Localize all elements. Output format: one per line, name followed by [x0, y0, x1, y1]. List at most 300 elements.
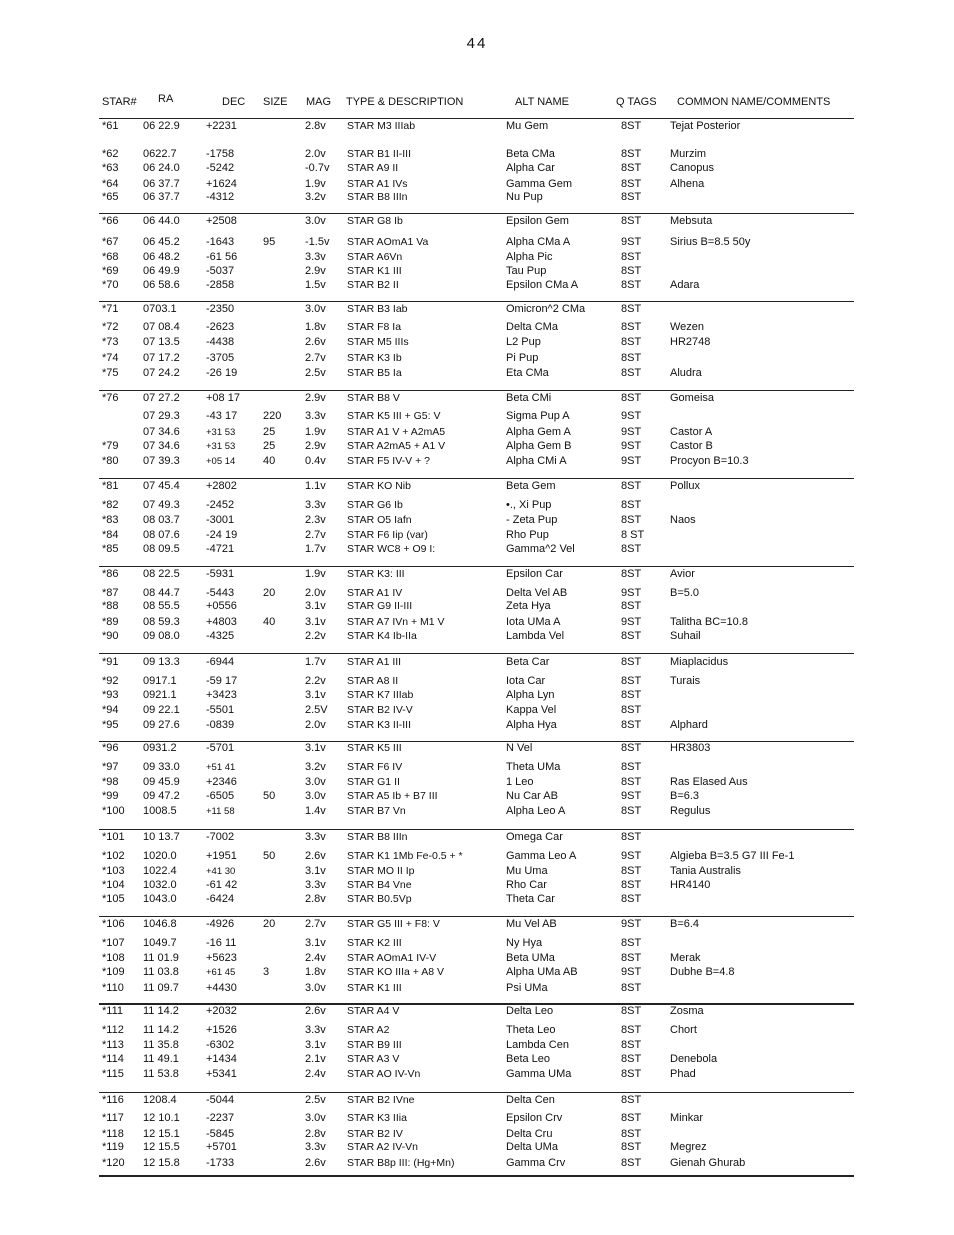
declination-cell: -4926 [206, 918, 235, 930]
table-row [0, 918, 954, 931]
table-row [0, 426, 954, 439]
common-name-cell: HR4140 [670, 879, 711, 891]
table-row [0, 279, 954, 292]
declination-cell: -2237 [206, 1112, 235, 1124]
table-row [0, 600, 954, 613]
section-divider [99, 566, 854, 567]
type-description-cell: STAR K7 IIIab [347, 689, 414, 701]
declination-cell: -6944 [206, 656, 235, 668]
right-ascension-cell: 09 33.0 [143, 761, 180, 773]
magnitude-cell: 3.1v [305, 865, 326, 877]
size-cell: 220 [263, 410, 282, 422]
table-row [0, 178, 954, 191]
star-number-cell: *87 [102, 587, 119, 599]
type-description-cell: STAR K2 III [347, 937, 402, 949]
star-number-cell: *99 [102, 790, 119, 802]
star-number-cell: *103 [102, 865, 125, 877]
type-description-cell: STAR K3: III [347, 568, 405, 580]
magnitude-cell: 2.3v [305, 514, 326, 526]
q-tags-cell: 8ST [621, 1068, 642, 1080]
right-ascension-cell: 12 15.1 [143, 1128, 180, 1140]
magnitude-cell: 2.6v [305, 850, 326, 862]
alt-name-cell: Zeta Hya [506, 600, 551, 612]
size-cell: 3 [263, 966, 270, 978]
alt-name-cell: Nu Car AB [506, 790, 558, 802]
declination-cell: -5242 [206, 162, 235, 174]
right-ascension-cell: 07 39.3 [143, 455, 180, 467]
common-name-cell: Castor A [670, 426, 713, 438]
declination-cell: +5623 [206, 952, 237, 964]
q-tags-cell: 8ST [621, 742, 642, 754]
star-number-cell: *109 [102, 966, 125, 978]
common-name-cell: Megrez [670, 1141, 707, 1153]
declination-cell: +3423 [206, 689, 237, 701]
star-number-cell: *86 [102, 568, 119, 580]
table-row [0, 514, 954, 527]
section-divider [99, 301, 854, 302]
common-name-cell: Regulus [670, 805, 711, 817]
size-cell: 25 [263, 440, 276, 452]
common-name-cell: B=5.0 [670, 587, 700, 599]
magnitude-cell: 2.6v [305, 1005, 326, 1017]
declination-cell: +31 53 [206, 441, 236, 452]
star-number-cell: *107 [102, 937, 125, 949]
declination-cell: -2858 [206, 279, 235, 291]
section-divider [99, 1092, 854, 1093]
alt-name-cell: 1 Leo [506, 776, 534, 788]
magnitude-cell: 1.9v [305, 568, 326, 580]
star-number-cell: *63 [102, 162, 119, 174]
magnitude-cell: 3.0v [305, 982, 326, 994]
star-number-cell: *64 [102, 178, 119, 190]
declination-cell: +4430 [206, 982, 237, 994]
star-number-cell: *90 [102, 630, 119, 642]
alt-name-cell: Alpha Pic [506, 251, 553, 263]
table-row [0, 1141, 954, 1154]
magnitude-cell: 2.6v [305, 336, 326, 348]
alt-name-cell: Delta Vel AB [506, 587, 568, 599]
q-tags-cell: 8ST [621, 1157, 642, 1169]
declination-cell: +61 45 [206, 967, 236, 978]
table-row [0, 704, 954, 717]
q-tags-cell: 8ST [621, 392, 642, 404]
right-ascension-cell: 11 01.9 [143, 952, 179, 964]
type-description-cell: STAR B2 IVne [347, 1094, 415, 1106]
declination-cell: -2623 [206, 321, 235, 333]
magnitude-cell: 2.2v [305, 675, 326, 687]
q-tags-cell: 8ST [621, 689, 642, 701]
alt-name-cell: N Vel [506, 742, 533, 754]
type-description-cell: STAR B2 IV [347, 1128, 403, 1140]
type-description-cell: STAR F6 Iip (var) [347, 529, 428, 541]
section-divider [99, 653, 854, 654]
declination-cell: -5845 [206, 1128, 235, 1140]
right-ascension-cell: 12 10.1 [143, 1112, 180, 1124]
right-ascension-cell: 0917.1 [143, 675, 177, 687]
alt-name-cell: Lambda Cen [506, 1039, 569, 1051]
magnitude-cell: 2.4v [305, 952, 326, 964]
type-description-cell: STAR K3 IIia [347, 1112, 407, 1124]
magnitude-cell: 2.4v [305, 1068, 326, 1080]
right-ascension-cell: 07 17.2 [143, 352, 180, 364]
star-number-cell: *61 [102, 120, 119, 132]
magnitude-cell: 2.7v [305, 529, 326, 541]
table-row [0, 543, 954, 556]
alt-name-cell: Theta Car [506, 893, 555, 905]
alt-name-cell: Gamma Crv [506, 1157, 566, 1169]
header-ra: RA [158, 93, 174, 105]
alt-name-cell: Delta Cen [506, 1094, 555, 1106]
table-row [0, 1053, 954, 1066]
right-ascension-cell: 06 58.6 [143, 279, 180, 291]
table-header [0, 93, 954, 110]
q-tags-cell: 8ST [621, 1053, 642, 1065]
alt-name-cell: Alpha CMi A [506, 455, 567, 467]
header-mag: MAG [306, 96, 332, 108]
type-description-cell: STAR B8 V [347, 392, 400, 404]
type-description-cell: STAR G5 III + F8: V [347, 918, 440, 930]
type-description-cell: STAR B5 Ia [347, 367, 402, 379]
declination-cell: -6302 [206, 1039, 235, 1051]
right-ascension-cell: 06 45.2 [143, 236, 180, 248]
declination-cell: +41 30 [206, 866, 236, 877]
declination-cell: +31 53 [206, 427, 236, 438]
type-description-cell: STAR M3 IIIab [347, 120, 416, 132]
common-name-cell: Procyon B=10.3 [670, 455, 749, 467]
alt-name-cell: Beta Leo [506, 1053, 551, 1065]
table-row [0, 303, 954, 316]
table-row [0, 367, 954, 380]
magnitude-cell: 2.8v [305, 893, 326, 905]
type-description-cell: STAR K4 Ib-IIa [347, 630, 417, 642]
magnitude-cell: 3.0v [305, 776, 326, 788]
q-tags-cell: 8ST [621, 656, 642, 668]
magnitude-cell: 2.9v [305, 265, 326, 277]
magnitude-cell: 2.0v [305, 587, 326, 599]
alt-name-cell: Alpha Lyn [506, 689, 555, 701]
declination-cell: -4438 [206, 336, 235, 348]
star-number-cell: *94 [102, 704, 119, 716]
magnitude-cell: 3.1v [305, 742, 326, 754]
q-tags-cell: 9ST [621, 790, 642, 802]
magnitude-cell: 1.5v [305, 279, 326, 291]
page-number: 44 [466, 35, 488, 52]
right-ascension-cell: 0931.2 [143, 742, 177, 754]
right-ascension-cell: 08 07.6 [143, 529, 180, 541]
right-ascension-cell: 1046.8 [143, 918, 177, 930]
table-row [0, 499, 954, 512]
star-number-cell: *117 [102, 1112, 124, 1124]
alt-name-cell: Ny Hya [506, 937, 543, 949]
declination-cell: +0556 [206, 600, 237, 612]
alt-name-cell: Epsilon Gem [506, 215, 569, 227]
magnitude-cell: 3.0v [305, 303, 326, 315]
q-tags-cell: 8ST [621, 704, 642, 716]
type-description-cell: STAR K1 1Mb Fe-0.5 + * [347, 850, 463, 862]
table-row [0, 616, 954, 629]
q-tags-cell: 9ST [621, 236, 642, 248]
q-tags-cell: 8ST [621, 352, 642, 364]
declination-cell: +11 58 [206, 806, 235, 817]
q-tags-cell: 9ST [621, 850, 642, 862]
magnitude-cell: 3.3v [305, 1024, 326, 1036]
declination-cell: -1643 [206, 236, 235, 248]
alt-name-cell: Iota UMa A [506, 616, 561, 628]
type-description-cell: STAR A1 V + A2mA5 [347, 426, 446, 438]
right-ascension-cell: 09 08.0 [143, 630, 180, 642]
declination-cell: -5037 [206, 265, 235, 277]
type-description-cell: STAR A1 IV [347, 587, 403, 599]
magnitude-cell: 2.7v [305, 918, 326, 930]
star-number-cell: *92 [102, 675, 119, 687]
section-divider [99, 390, 854, 391]
right-ascension-cell: 09 13.3 [143, 656, 180, 668]
q-tags-cell: 8ST [621, 630, 642, 642]
star-number-cell: *114 [102, 1053, 124, 1065]
type-description-cell: STAR A7 IVn + M1 V [347, 616, 445, 628]
alt-name-cell: Beta Car [506, 656, 550, 668]
right-ascension-cell: 08 55.5 [143, 600, 180, 612]
common-name-cell: Algieba B=3.5 G7 III Fe-1 [670, 850, 795, 862]
type-description-cell: STAR K1 III [347, 265, 402, 277]
right-ascension-cell: 12 15.8 [143, 1157, 180, 1169]
common-name-cell: Wezen [670, 321, 705, 333]
q-tags-cell: 8ST [621, 162, 642, 174]
declination-cell: -43 17 [206, 410, 238, 422]
declination-cell: +5701 [206, 1141, 237, 1153]
table-row [0, 850, 954, 863]
right-ascension-cell: 08 59.3 [143, 616, 180, 628]
table-row [0, 805, 954, 818]
type-description-cell: STAR KO IIIa + A8 V [347, 966, 444, 978]
q-tags-cell: 8ST [621, 480, 642, 492]
q-tags-cell: 8ST [621, 805, 642, 817]
common-name-cell: HR3803 [670, 742, 711, 754]
right-ascension-cell: 10 13.7 [143, 831, 180, 843]
common-name-cell: Sirius B=8.5 50y [670, 236, 751, 248]
type-description-cell: STAR B2 II [347, 279, 399, 291]
right-ascension-cell: 1032.0 [143, 879, 177, 891]
type-description-cell: STAR F8 Ia [347, 321, 402, 333]
q-tags-cell: 8ST [621, 215, 642, 227]
table-row [0, 982, 954, 995]
table-row [0, 480, 954, 493]
q-tags-cell: 9ST [621, 410, 642, 422]
declination-cell: +08 17 [206, 392, 240, 404]
right-ascension-cell: 06 22.9 [143, 120, 180, 132]
right-ascension-cell: 06 24.0 [143, 162, 180, 174]
alt-name-cell: Rho Car [506, 879, 547, 891]
common-name-cell: B=6.4 [670, 918, 700, 930]
type-description-cell: STAR M5 IIIs [347, 336, 409, 348]
common-name-cell: Avior [670, 568, 695, 580]
magnitude-cell: 2.1v [305, 1053, 326, 1065]
declination-cell: -0839 [206, 719, 235, 731]
table-row [0, 1024, 954, 1037]
star-number-cell: *71 [102, 303, 119, 315]
common-name-cell: B=6.3 [670, 790, 700, 802]
declination-cell: -6505 [206, 790, 235, 802]
common-name-cell: Dubhe B=4.8 [670, 966, 735, 978]
alt-name-cell: Epsilon Crv [506, 1112, 563, 1124]
declination-cell: +1624 [206, 178, 237, 190]
common-name-cell: Merak [670, 952, 701, 964]
magnitude-cell: 2.5v [305, 367, 326, 379]
alt-name-cell: Sigma Pup A [506, 410, 570, 422]
alt-name-cell: Epsilon CMa A [506, 279, 579, 291]
magnitude-cell: 1.8v [305, 321, 326, 333]
header-common: COMMON NAME/COMMENTS [677, 96, 831, 108]
type-description-cell: STAR WC8 + O9 I: [347, 543, 436, 555]
magnitude-cell: 1.9v [305, 426, 326, 438]
star-number-cell: *118 [102, 1128, 124, 1140]
type-description-cell: STAR A2 IV-Vn [347, 1141, 419, 1153]
alt-name-cell: Beta UMa [506, 952, 555, 964]
type-description-cell: STAR G9 II-III [347, 600, 413, 612]
star-number-cell: *62 [102, 148, 119, 160]
alt-name-cell: Alpha CMa A [506, 236, 571, 248]
star-number-cell: *84 [102, 529, 119, 541]
q-tags-cell: 8ST [621, 367, 642, 379]
star-number-cell: *100 [102, 805, 125, 817]
table-row [0, 1112, 954, 1125]
table-row [0, 656, 954, 669]
table-row [0, 1157, 954, 1170]
common-name-cell: Chort [670, 1024, 697, 1036]
q-tags-cell: 8ST [621, 1112, 642, 1124]
table-row [0, 455, 954, 468]
star-number-cell: *110 [102, 982, 124, 994]
q-tags-cell: 8ST [621, 600, 642, 612]
type-description-cell: STAR A5 Ib + B7 III [347, 790, 438, 802]
right-ascension-cell: 0703.1 [143, 303, 177, 315]
table-row [0, 1094, 954, 1107]
alt-name-cell: Alpha UMa AB [506, 966, 578, 978]
right-ascension-cell: 07 49.3 [143, 499, 180, 511]
right-ascension-cell: 09 47.2 [143, 790, 180, 802]
right-ascension-cell: 08 03.7 [143, 514, 180, 526]
star-number-cell: *111 [102, 1005, 124, 1017]
alt-name-cell: Lambda Vel [506, 630, 565, 642]
right-ascension-cell: 09 22.1 [143, 704, 180, 716]
right-ascension-cell: 07 13.5 [143, 336, 180, 348]
right-ascension-cell: 11 53.8 [143, 1068, 179, 1080]
common-name-cell: Mebsuta [670, 215, 713, 227]
star-number-cell: *79 [102, 440, 119, 452]
q-tags-cell: 8ST [621, 251, 642, 263]
q-tags-cell: 8ST [621, 937, 642, 949]
common-name-cell: Aludra [670, 367, 702, 379]
right-ascension-cell: 07 45.4 [143, 480, 180, 492]
type-description-cell: STAR A1 IVs [347, 178, 408, 190]
table-row [0, 937, 954, 950]
type-description-cell: STAR A9 II [347, 162, 399, 174]
star-number-cell: *68 [102, 251, 119, 263]
type-description-cell: STAR B8 IIIn [347, 831, 408, 843]
q-tags-cell: 8ST [621, 499, 642, 511]
table-row [0, 966, 954, 979]
common-name-cell: Adara [670, 279, 700, 291]
magnitude-cell: 3.3v [305, 410, 326, 422]
table-row [0, 630, 954, 643]
table-row [0, 1005, 954, 1018]
right-ascension-cell: 12 15.5 [143, 1141, 180, 1153]
declination-cell: -7002 [206, 831, 235, 843]
alt-name-cell: Alpha Hya [506, 719, 557, 731]
common-name-cell: Talitha BC=10.8 [670, 616, 748, 628]
type-description-cell: STAR G8 Ib [347, 215, 403, 227]
type-description-cell: STAR K3 Ib [347, 352, 402, 364]
size-cell: 20 [263, 587, 276, 599]
q-tags-cell: 8ST [621, 568, 642, 580]
star-number-cell: *67 [102, 236, 119, 248]
magnitude-cell: 3.1v [305, 1039, 326, 1051]
right-ascension-cell: 0921.1 [143, 689, 177, 701]
table-row [0, 761, 954, 774]
type-description-cell: STAR A1 III [347, 656, 402, 668]
star-number-cell: *76 [102, 392, 119, 404]
magnitude-cell: 2.0v [305, 719, 326, 731]
alt-name-cell: Nu Pup [506, 191, 543, 203]
table-row [0, 410, 954, 423]
alt-name-cell: Beta CMi [506, 392, 552, 404]
declination-cell: -5044 [206, 1094, 235, 1106]
star-number-cell: *93 [102, 689, 119, 701]
q-tags-cell: 8ST [621, 879, 642, 891]
declination-cell: +4803 [206, 616, 237, 628]
type-description-cell: STAR B2 IV-V [347, 704, 413, 716]
magnitude-cell: 2.5v [305, 1094, 326, 1106]
q-tags-cell: 8ST [621, 675, 642, 687]
table-row [0, 251, 954, 264]
q-tags-cell: 8ST [621, 1141, 642, 1153]
header-dec: DEC [222, 96, 246, 108]
table-row [0, 893, 954, 906]
declination-cell: -1733 [206, 1157, 235, 1169]
declination-cell: -24 19 [206, 529, 238, 541]
common-name-cell: Ras Elased Aus [670, 776, 748, 788]
magnitude-cell: 3.3v [305, 1141, 326, 1153]
table-row [0, 336, 954, 349]
common-name-cell: Gomeisa [670, 392, 715, 404]
right-ascension-cell: 11 35.8 [143, 1039, 179, 1051]
magnitude-cell: 3.1v [305, 689, 326, 701]
alt-name-cell: Gamma Leo A [506, 850, 577, 862]
declination-cell: -2452 [206, 499, 235, 511]
section-divider [99, 478, 854, 479]
q-tags-cell: 9ST [621, 426, 642, 438]
right-ascension-cell: 07 27.2 [143, 392, 180, 404]
table-row [0, 265, 954, 278]
common-name-cell: Pollux [670, 480, 700, 492]
q-tags-cell: 9ST [621, 440, 642, 452]
q-tags-cell: 8ST [621, 1024, 642, 1036]
q-tags-cell: 8ST [621, 148, 642, 160]
table-row [0, 952, 954, 965]
right-ascension-cell: 11 14.2 [143, 1005, 179, 1017]
declination-cell: +2802 [206, 480, 237, 492]
magnitude-cell: 3.3v [305, 499, 326, 511]
q-tags-cell: 9ST [621, 918, 642, 930]
section-divider [99, 1175, 854, 1177]
right-ascension-cell: 1008.5 [143, 805, 177, 817]
table-row [0, 865, 954, 878]
alt-name-cell: Delta CMa [506, 321, 558, 333]
table-row [0, 689, 954, 702]
table-row [0, 148, 954, 161]
table-row [0, 790, 954, 803]
declination-cell: +5341 [206, 1068, 237, 1080]
